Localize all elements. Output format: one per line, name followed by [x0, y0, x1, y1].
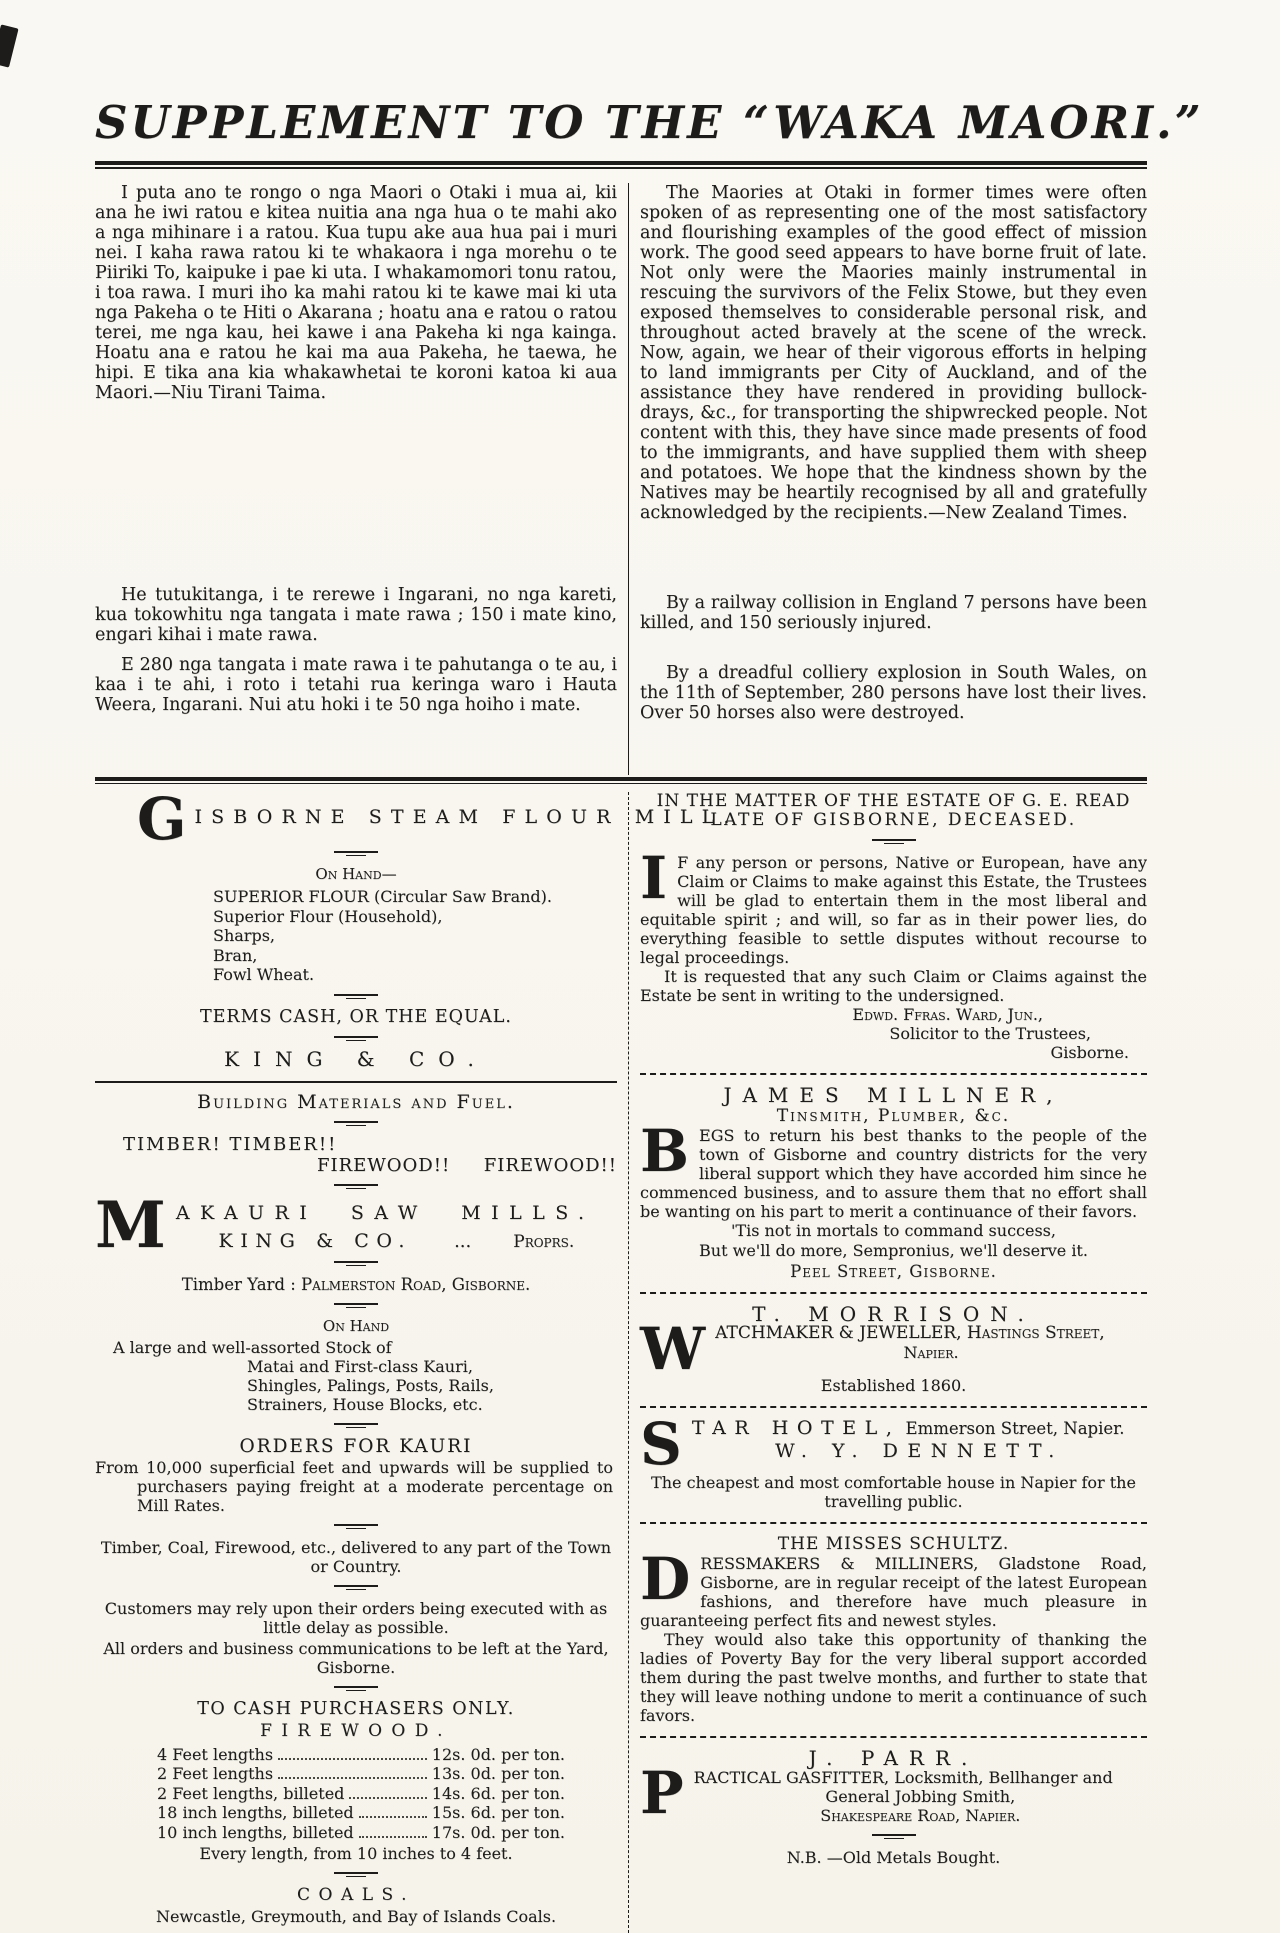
delivery-note: Timber, Coal, Firewood, etc., delivered to any part of the Town or Country.	[100, 1537, 612, 1576]
schultz-body	[640, 1545, 1147, 1630]
english-paragraph-2: By a railway collision in England 7 persons have been killed, and 150 seriously injured.	[640, 593, 1147, 633]
section-divider	[872, 839, 916, 844]
ad-separator	[640, 1406, 1147, 1408]
column-divider-news	[628, 183, 629, 775]
estate-body	[640, 844, 1147, 967]
dropcap-d: D	[640, 1545, 691, 1613]
quote-line-2: But we'll do more, Sempronius, we'll deserve it.	[699, 1240, 1088, 1260]
masthead	[95, 96, 1204, 149]
ad-separator	[640, 1522, 1147, 1524]
parr-body-line2: General Jobbing Smith,	[825, 1787, 1016, 1806]
list-item: Matai and First-class Kauri,	[247, 1356, 473, 1376]
coals-title: COALS.	[297, 1885, 415, 1905]
saw-mills-title-block	[95, 1187, 617, 1263]
estate-title-line2: LATE OF GISBORNE, DECEASED.	[710, 810, 1077, 830]
coals-body: Newcastle, Greymouth, and Bay of Islands Coals.	[155, 1907, 557, 1926]
price-label: 4 Feet lengths	[157, 1744, 274, 1764]
length-note: Every length, from 10 inches to 4 feet.	[199, 1844, 513, 1863]
millner-body	[640, 1117, 1147, 1221]
price-value: 12s. 0d. per ton.	[431, 1744, 565, 1764]
section-divider	[334, 851, 378, 856]
yard-label: Timber Yard :	[181, 1274, 296, 1294]
advertiser-address: Peel Street, Gisborne.	[790, 1262, 997, 1281]
section-divider	[334, 1423, 378, 1428]
ad-t-morrison	[640, 1302, 1147, 1395]
ad-estate-notice	[640, 792, 1147, 1062]
section-divider	[334, 1524, 378, 1529]
timber-yard-line	[95, 1275, 617, 1294]
dotted-leader	[359, 1836, 427, 1838]
ad-title-flour-mill: ISBORNE STEAM FLOUR MILL.	[194, 806, 739, 828]
table-row	[157, 1823, 565, 1843]
section-divider	[334, 1121, 378, 1126]
hotel-name: TAR HOTEL,	[691, 1417, 901, 1439]
advertiser-name: THE MISSES SCHULTZ.	[777, 1534, 1010, 1554]
nb-note: N.B. —Old Metals Bought.	[786, 1848, 1001, 1867]
dropcap-g: G	[137, 792, 187, 853]
list-item: Strainers, House Blocks, etc.	[247, 1394, 483, 1414]
table-row	[157, 1745, 565, 1765]
reliability-note: Customers may rely upon their orders being executed with as little delay as possible.	[104, 1598, 608, 1637]
table-row	[157, 1803, 565, 1823]
on-hand-label: On Hand—	[315, 865, 397, 883]
maori-paragraph-3: E 280 nga tangata i mate rawa i te pahutanga o te au, i kaa i te ahi, i roto i tetahi rua keringa waro i Hauta Weera, Ingarani. Nui atu hoki i te 50 nga hoiho i mate.	[95, 655, 617, 715]
firewood-right: FIREWOOD!!	[483, 1154, 617, 1176]
ad-star-hotel	[640, 1410, 1147, 1511]
advertiser-trade: Tinsmith, Plumber, &c.	[776, 1106, 1011, 1126]
dotted-leader	[278, 1777, 427, 1779]
estate-body-text: F any person or persons, Native or European, have any Claim or Claims to make against this Estate, the Trustees will be glad to entertain them in the most liberal and equitable spirit ; and will, so far as in their power lies, do everything feasible to settle disputes without recourse to legal proceedings.	[640, 853, 1147, 967]
established-line: Established 1860.	[820, 1376, 967, 1395]
signature-role: Solicitor to the Trustees,	[889, 1024, 1091, 1043]
cash-purchasers-title: TO CASH PURCHASERS ONLY.	[197, 1698, 515, 1719]
dropcap-p: P	[640, 1759, 684, 1827]
list-item: Sharps,	[213, 926, 275, 945]
news-column-right	[640, 183, 1147, 775]
section-rule	[95, 777, 1147, 784]
column-divider-ads	[628, 792, 629, 1933]
ad-separator	[640, 1736, 1147, 1738]
list-item: Superior Flour (Household),	[213, 906, 443, 926]
section-divider	[334, 1184, 378, 1189]
ad-j-parr	[640, 1746, 1147, 1867]
section-divider	[334, 1585, 378, 1590]
section-divider	[334, 1872, 378, 1877]
maori-paragraph-1: I puta ano te rongo o nga Maori o Otaki i mua ai, kii ana he iwi ratou e kitea nuitia ana nga hua o te mahi ako a nga mihinare i a ratou. Kua tupu ake aua hua pai i muri nei. I kaha rawa ratou ki te whakaora i nga morehu o te Piiriki To, kaipuke i pae ki uta. I whakamomori tonu ratou, i toa rawa. I muri iho ka mahi ratou ki te kawe mai ki uta nga Pakeha o te Hiti o Akarana ; hoatu ana e ratou o ratou terei, me nga kau, hei kawe i ana Pakeha ki nga kainga. Hoatu ana e ratou he kai ma aua Pakeha, he taewa, he hipi. E tika ana kia whakawhetai te koroni katoa ki aua Maori.—Niu Tirani Taima.	[95, 183, 617, 403]
section-divider	[872, 1834, 916, 1839]
price-value: 14s. 6d. per ton.	[431, 1783, 565, 1803]
parr-body-text: RACTICAL GASFITTER, Locksmith, Bellhanger and	[693, 1768, 1113, 1787]
signature-place: Gisborne.	[1050, 1043, 1129, 1062]
table-row	[157, 1784, 565, 1804]
ads-section	[95, 792, 1147, 1933]
signature-name: Edwd. Ffras. Ward, Jun.,	[852, 1005, 1043, 1024]
news-column-left	[95, 183, 617, 775]
english-paragraph-1: The Maories at Otaki in former times were often spoken of as representing one of the most satisfactory and flourishing examples of the good effect of mission work. The good seed appears to have borne fruit of late. Not only were the Maories mainly instrumental in rescuing the survivors of the Felix Stowe, but they even exposed themselves to considerable personal risk, and throughout acted bravely at the scene of the wreck. Now, again, we hear of their vigorous efforts in helping to land immigrants per City of Auckland, and of the assistance they have rendered in providing bullock-drays, &c., for transporting the shipwrecked people. Not content with this, they have since made presents of food to the immigrants, and have supplied them with sheep and potatoes. We hope that the kindness shown by the Natives may be heartily recognised by all and gratefully acknowledged by the recipients.—New Zealand Times.	[640, 183, 1147, 523]
orders-for-kauri-title: ORDERS FOR KAURI	[239, 1435, 473, 1457]
firewood-left: FIREWOOD!!	[317, 1154, 451, 1176]
dropcap-w: W	[640, 1315, 706, 1383]
ad-title-row	[95, 792, 739, 853]
quote-line-1: 'Tis not in mortals to command success,	[731, 1221, 1056, 1240]
price-label: 2 Feet lengths	[157, 1764, 274, 1783]
proprietor-row	[176, 1229, 617, 1252]
ad-separator	[640, 1073, 1147, 1075]
section-divider	[334, 994, 378, 999]
dotted-leader	[349, 1797, 426, 1799]
ads-column-right	[640, 792, 1147, 1933]
estate-request: It is requested that any such Claim or Claims against the Estate be sent in writing to the undersigned.	[640, 967, 1147, 1005]
stock-intro: A large and well-assorted Stock of	[113, 1337, 392, 1357]
hotel-address: Emmerson Street, Napier.	[905, 1419, 1125, 1438]
advertiser-address: Shakespeare Road, Napier.	[820, 1806, 1021, 1825]
price-label: 10 inch lengths, billeted	[157, 1822, 354, 1842]
ads-column-left	[95, 792, 739, 1933]
hotel-body: The cheapest and most comfortable house in Napier for the travelling public.	[651, 1473, 1136, 1511]
orders-body: From 10,000 superficial feet and upwards will be supplied to purchasers paying freight at a moderate percentage on Mill Rates.	[95, 1457, 613, 1515]
scan-artifact	[0, 24, 19, 67]
price-label: 2 Feet lengths, billeted	[157, 1783, 345, 1803]
masthead-title: SUPPLEMENT TO THE “WAKA MAORI.”	[95, 96, 1204, 149]
orders-note: All orders and business communications to be left at the Yard, Gisborne.	[103, 1638, 609, 1677]
dotted-leader	[359, 1816, 427, 1818]
on-hand-label: On Hand	[322, 1316, 390, 1335]
section-divider	[334, 1036, 378, 1041]
firm-name: KING & CO.	[224, 1046, 488, 1071]
masthead-rule	[95, 161, 1147, 169]
table-row	[157, 1764, 565, 1784]
millner-body-text: EGS to return his best thanks to the people of the town of Gisborne and country districts for the very liberal support which they have accorded him since he commenced business, and to assure them that no effort shall be wanting on his part to merit a continuance of their favors.	[640, 1126, 1147, 1221]
timber-line: TIMBER! TIMBER!!	[123, 1133, 338, 1155]
news-section	[95, 183, 1147, 775]
dropcap-s: S	[640, 1410, 682, 1478]
section-divider	[334, 1261, 378, 1266]
firewood-line	[95, 1156, 617, 1175]
dropcap-i: I	[640, 844, 668, 912]
advertiser-name: JAMES MILLNER,	[723, 1083, 1064, 1107]
english-paragraph-3: By a dreadful colliery explosion in South Wales, on the 11th of September, 280 persons have lost their lives. Over 50 horses also were destroyed.	[640, 663, 1147, 723]
schultz-body-2: They would also take this opportunity of thanking the ladies of Poverty Bay for the very liberal support accorded them during the past twelve months, and further to state that they will leave nothing undone to merit a continuance of such favors.	[640, 1630, 1147, 1725]
dotted-leader	[278, 1758, 427, 1760]
morrison-body-text: ATCHMAKER & JEWELLER, Hastings Street,	[715, 1323, 1105, 1343]
ad-james-millner	[640, 1083, 1147, 1281]
dropcap-m: M	[95, 1187, 166, 1263]
price-value: 13s. 0d. per ton.	[431, 1764, 565, 1783]
schultz-body-text: RESSMAKERS & MILLINERS, Gladstone Road, Gisborne, are in regular receipt of the latest European fashions, and therefore have much pleasure in guaranteeing perfect fits and newest styles.	[640, 1554, 1147, 1630]
list-item: Shingles, Palings, Posts, Rails,	[247, 1375, 494, 1395]
advertiser-name: T. MORRISON.	[752, 1302, 1035, 1326]
firm-role: Proprs.	[513, 1231, 575, 1252]
flour-product-list	[95, 887, 617, 985]
maori-paragraph-2: He tutukitanga, i te rerewe i Ingarani, no nga kareti, kua tokowhitu nga tangata i mate rawa ; 150 i mate kino, engari kihai i mate rawa.	[95, 585, 617, 645]
section-divider	[334, 1303, 378, 1308]
section-divider	[334, 1686, 378, 1691]
stock-list	[95, 1357, 617, 1414]
price-value: 15s. 6d. per ton.	[431, 1803, 565, 1822]
list-item: SUPERIOR FLOUR (Circular Saw Brand).	[213, 887, 552, 906]
building-materials-header: Building Materials and Fuel.	[197, 1090, 515, 1113]
ad-misses-schultz	[640, 1535, 1147, 1725]
yard-address: Palmerston Road, Gisborne.	[301, 1274, 531, 1294]
firewood-title: FIREWOOD.	[260, 1720, 452, 1741]
firm-name: KING & CO.	[218, 1229, 413, 1252]
advertiser-name: J. PARR.	[808, 1746, 979, 1770]
firewood-price-table	[157, 1745, 565, 1843]
list-item: Fowl Wheat.	[213, 965, 315, 984]
list-item: Bran,	[213, 945, 258, 965]
ad-gisborne-steam-flour-mill	[95, 792, 739, 1071]
estate-title-line1: IN THE MATTER OF THE ESTATE OF G. E. READ	[656, 792, 1131, 811]
morrison-body-line2: Napier.	[903, 1343, 959, 1362]
ad-separator	[640, 1292, 1147, 1294]
price-value: 17s. 0d. per ton.	[431, 1822, 565, 1842]
ellipsis: ...	[454, 1230, 472, 1252]
dropcap-b: B	[640, 1117, 690, 1185]
ad-separator-rule	[95, 1081, 617, 1083]
proprietor-name: W. Y. DENNETT.	[775, 1440, 1064, 1462]
terms-line: TERMS CASH, OR THE EQUAL.	[199, 1006, 512, 1027]
ad-makauri-saw-mills	[95, 1090, 617, 1927]
ad-title-saw-mills: AKAURI SAW MILLS.	[175, 1201, 595, 1224]
price-label: 18 inch lengths, billeted	[157, 1803, 354, 1822]
